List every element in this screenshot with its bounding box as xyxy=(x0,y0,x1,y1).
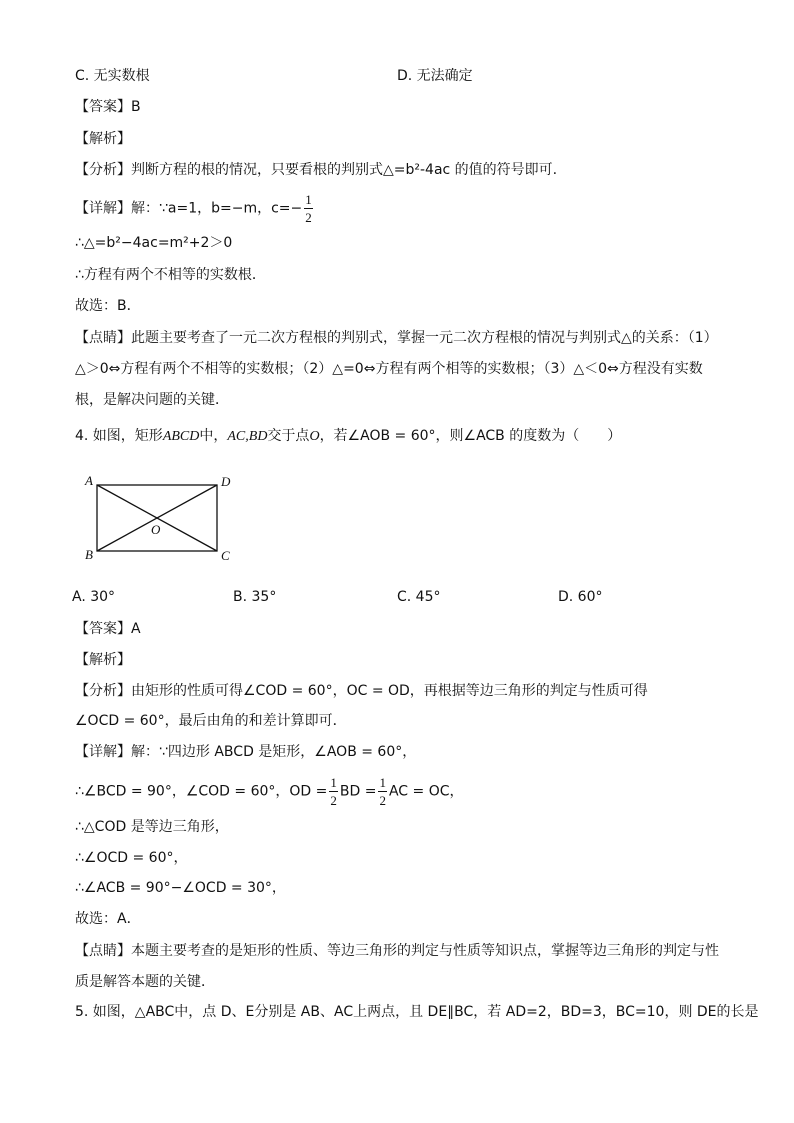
rectangle-figure xyxy=(80,470,240,565)
fraction-half-2 xyxy=(378,776,387,807)
q4-option-a: A. 30° xyxy=(72,589,116,605)
dianjing-text: 此题主要考查了一元二次方程根的判别式，掌握一元二次方程根的情况与判别式△的关系：（1） xyxy=(131,330,718,346)
label-o: O xyxy=(151,522,161,537)
detail-tag: 【详解】 xyxy=(75,744,131,760)
q4-dianjing-2: 质是解答本题的关键． xyxy=(75,974,215,990)
q4-answer xyxy=(75,622,141,636)
q4-choose: 故选：A． xyxy=(75,911,141,927)
fraction-numerator: 1 xyxy=(379,775,386,790)
stem-mid2: 交于点 xyxy=(267,428,310,444)
q3-dianjing-3: 根，是解决问题的关键． xyxy=(75,392,229,408)
q3-dianjing-2: △＞0⇔方程有两个不相等的实数根；（2）△=0⇔方程有两个相等的实数根；（3）△＜0⇔方程没有实数 xyxy=(75,361,703,377)
stem-prefix: 4. 如图，矩形 xyxy=(75,428,163,444)
detail-tag: 【详解】 xyxy=(75,200,131,217)
stem-mid1: 中， xyxy=(199,428,228,444)
q4-option-c: C. 45° xyxy=(397,589,441,605)
diagonals: AC,BD xyxy=(227,429,268,444)
dianjing-tag: 【点睛】 xyxy=(75,330,131,346)
q4-stem xyxy=(75,429,621,444)
q3-fenxi xyxy=(75,163,557,177)
q4-fenxi-2: ∠OCD = 60°，最后由角的和差计算即可． xyxy=(75,713,347,729)
fraction-half-1 xyxy=(329,776,338,807)
label-c: C xyxy=(221,548,230,563)
fraction-denominator: 2 xyxy=(305,210,312,225)
q3-answer xyxy=(75,100,141,114)
q4-fenxi-1 xyxy=(75,684,648,698)
option-d: D. 无法确定 xyxy=(397,68,473,84)
rect-name: ABCD xyxy=(162,429,200,444)
q3-dianjing-1 xyxy=(75,331,718,345)
q4-analysis-tag: 【解析】 xyxy=(75,652,131,668)
q4-detail-3: ∴△COD 是等边三角形， xyxy=(75,819,229,835)
label-a: A xyxy=(85,473,93,488)
q4-detail-5: ∴∠ACB = 90°−∠OCD = 30°， xyxy=(75,880,286,896)
fenxi-tag: 【分析】 xyxy=(75,683,131,699)
label-d: D xyxy=(221,474,231,489)
option-c: C. 无实数根 xyxy=(75,68,150,84)
q3-detail xyxy=(75,193,315,224)
stem-mid3: ，若∠AOB = 60°，则∠ACB 的度数为（ ） xyxy=(319,428,622,444)
q4-option-b: B. 35° xyxy=(233,589,277,605)
fraction-numerator: 1 xyxy=(330,775,337,790)
dianjing-tag: 【点睛】 xyxy=(75,943,131,959)
q3-choose: 故选：B． xyxy=(75,298,141,314)
q3-roots-line: ∴方程有两个不相等的实数根． xyxy=(75,267,266,283)
detail-2-prefix: ∴∠BCD = 90°，∠COD = 60°，OD = xyxy=(75,783,328,800)
q4-detail-4: ∴∠OCD = 60°， xyxy=(75,850,188,866)
answer-value: B xyxy=(131,99,141,115)
fenxi-tag: 【分析】 xyxy=(75,162,131,178)
q5-stem: 5. 如图，△ABC中，点 D、E分别是 AB、AC上两点，且 DE∥BC，若 AD=2，BD=3，BC=10，则 DE的长是 xyxy=(75,1004,759,1020)
answer-value: A xyxy=(131,621,141,637)
q4-detail-1 xyxy=(75,745,416,759)
fraction-denominator: 2 xyxy=(379,793,386,808)
fenxi-text: 判断方程的根的情况，只要看根的判别式△=b²-4ac 的值的符号即可. xyxy=(131,162,558,178)
fraction-denominator: 2 xyxy=(330,793,337,808)
q4-option-d: D. 60° xyxy=(558,589,603,605)
label-b: B xyxy=(85,547,93,562)
fraction-numerator: 1 xyxy=(305,192,312,207)
dianjing-text: 本题主要考查的是矩形的性质、等边三角形的判定与性质等知识点，掌握等边三角形的判定与性 xyxy=(131,943,719,959)
detail-2-suffix: AC = OC， xyxy=(388,783,464,800)
q3-delta-line: ∴△=b²−4ac=m²+2＞0 xyxy=(75,235,233,251)
fenxi-text: 由矩形的性质可得∠COD = 60°，OC = OD，再根据等边三角形的判定与性质可得 xyxy=(131,683,648,699)
q4-detail-2 xyxy=(75,776,464,807)
detail-2-mid: BD = xyxy=(339,783,377,800)
detail-prefix: 解：∵a=1，b=−m，c=− xyxy=(131,200,303,217)
point-o: O xyxy=(309,429,320,444)
q3-analysis-tag: 【解析】 xyxy=(75,131,131,147)
answer-tag: 【答案】 xyxy=(75,621,131,637)
fraction-half xyxy=(304,193,313,224)
q4-dianjing-1 xyxy=(75,944,719,958)
detail-text: 解：∵四边形 ABCD 是矩形，∠AOB = 60°， xyxy=(131,744,417,760)
answer-tag: 【答案】 xyxy=(75,99,131,115)
